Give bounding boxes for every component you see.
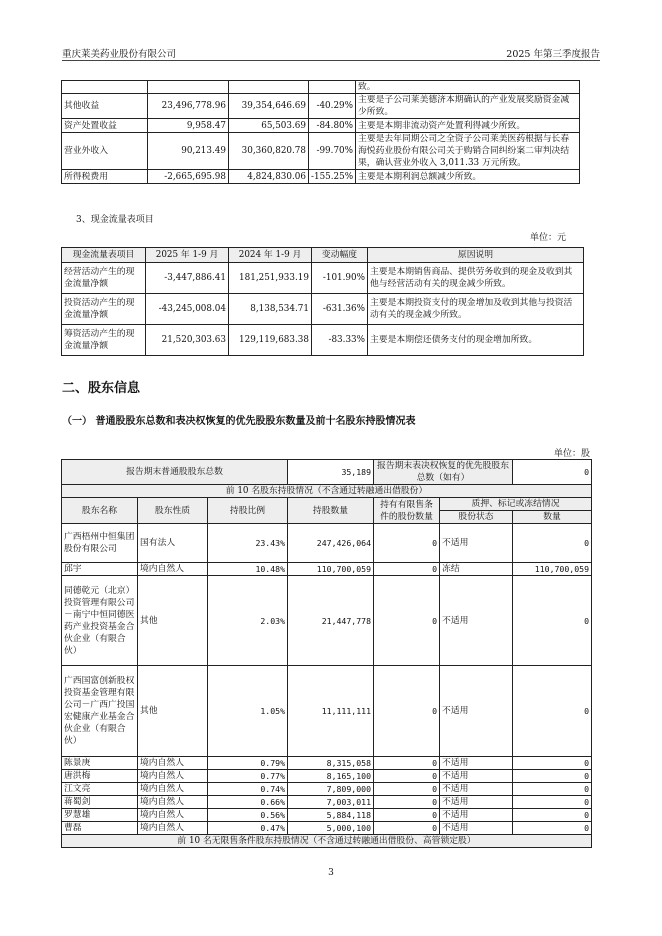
cashflow-reason: 主要是本期投资支付的现金增加及收到其他与投资活动有关的现金减少所致。 [368, 294, 584, 325]
shareholder-restricted: 0 [374, 576, 440, 666]
shareholder-ratio: 23.43% [208, 524, 288, 563]
column-header: 2024 年 1-9 月 [229, 248, 312, 263]
income-change: -99.70% [309, 133, 356, 170]
income-change: -155.25% [309, 170, 356, 184]
cashflow-change: -83.33% [312, 325, 368, 356]
income-item: 营业外收入 [62, 133, 148, 170]
cashflow-section-title: 3、现金流量表项目 [76, 215, 154, 225]
shareholder-nature: 境内自然人 [138, 770, 208, 783]
table-row [62, 325, 584, 356]
pledge-status: 不适用 [440, 809, 513, 822]
table-row [62, 294, 584, 325]
income-reason: 主要是子公司莱美德济本期确认的产业发展奖励资金减少所致。 [356, 94, 580, 119]
shareholder-nature: 其他 [138, 576, 208, 666]
pledge-status: 不适用 [440, 576, 513, 666]
cashflow-current: -3,447,886.41 [146, 263, 229, 294]
shareholder-ratio: 0.77% [208, 770, 288, 783]
pledge-qty: 0 [513, 524, 592, 563]
income-prior [229, 81, 309, 94]
shareholder-nature: 境内自然人 [138, 563, 208, 576]
shareholder-table [61, 459, 592, 848]
shareholder-qty: 5,000,100 [288, 822, 374, 835]
pledge-status: 不适用 [440, 796, 513, 809]
column-header: 持股数量 [288, 498, 374, 524]
shareholder-name: 邱宇 [62, 563, 138, 576]
cashflow-unit: 单位：元 [529, 233, 566, 243]
shareholder-restricted: 0 [374, 524, 440, 563]
section-title-shareholders: 二、股东信息 [62, 381, 141, 396]
shareholder-ratio: 0.47% [208, 822, 288, 835]
table-row [62, 460, 592, 485]
column-header: 2025 年 1-9 月 [146, 248, 229, 263]
income-current: 90,213.49 [148, 133, 229, 170]
table-row [62, 822, 592, 835]
header-company: 重庆莱美药业股份有限公司 [62, 49, 177, 60]
cashflow-item: 投资活动产生的现金流量净额 [62, 294, 146, 325]
table-row [62, 576, 592, 666]
table-row [62, 524, 592, 563]
income-reason: 主要是本期利润总额减少所致。 [356, 170, 580, 184]
income-prior: 39,354,646.69 [229, 94, 309, 119]
shareholder-ratio: 0.74% [208, 783, 288, 796]
table-row [62, 796, 592, 809]
shareholder-name: 广西国富创新股权投资基金管理有限公司－广西广投国宏健康产业基金合伙企业（有限合伙） [62, 666, 138, 757]
shareholder-nature: 境内自然人 [138, 796, 208, 809]
pledge-qty: 0 [513, 822, 592, 835]
shareholder-qty: 8,315,058 [288, 757, 374, 770]
shareholder-name: 陈景庚 [62, 757, 138, 770]
column-header: 股东性质 [138, 498, 208, 524]
pledge-qty: 110,700,059 [513, 563, 592, 576]
table-row [62, 119, 580, 133]
column-header: 变动幅度 [312, 248, 368, 263]
pledge-qty: 0 [513, 796, 592, 809]
table-row [62, 263, 584, 294]
table-row [62, 170, 580, 184]
shareholder-ratio: 1.05% [208, 666, 288, 757]
shareholder-name: 蒋蜀剑 [62, 796, 138, 809]
table-header-row [62, 498, 592, 511]
table-row [62, 666, 592, 757]
shareholder-ratio: 0.56% [208, 809, 288, 822]
table-row [62, 783, 592, 796]
shareholder-qty: 21,447,778 [288, 576, 374, 666]
cashflow-table [61, 247, 584, 356]
income-change: -40.29% [309, 94, 356, 119]
shareholder-nature: 境内自然人 [138, 822, 208, 835]
table-row [62, 770, 592, 783]
income-item: 资产处置收益 [62, 119, 148, 133]
column-header: 股东名称 [62, 498, 138, 524]
table-row [62, 133, 580, 170]
shareholder-ratio: 0.66% [208, 796, 288, 809]
pledge-qty: 0 [513, 757, 592, 770]
pledge-status: 不适用 [440, 666, 513, 757]
income-change: -84.80% [309, 119, 356, 133]
shareholder-name: 同德乾元（北京）投资管理有限公司－南宁中恒同德医药产业投资基金合伙企业（有限合伙） [62, 576, 138, 666]
table-row [62, 81, 580, 94]
cashflow-prior: 8,138,534.71 [229, 294, 312, 325]
income-change [309, 81, 356, 94]
income-reason: 致。 [356, 81, 580, 94]
column-header: 数量 [513, 511, 592, 524]
cashflow-item: 经营活动产生的现金流量净额 [62, 263, 146, 294]
income-item [62, 81, 148, 94]
income-current [148, 81, 229, 94]
shareholder-qty: 8,165,100 [288, 770, 374, 783]
pledge-status: 不适用 [440, 822, 513, 835]
column-header: 持有有限售条件的股份数量 [374, 498, 440, 524]
cashflow-item: 筹资活动产生的现金流量净额 [62, 325, 146, 356]
income-current: 9,958.47 [148, 119, 229, 133]
pledge-qty: 0 [513, 666, 592, 757]
cashflow-reason: 主要是本期偿还债务支付的现金增加所致。 [368, 325, 584, 356]
income-items-table [61, 80, 580, 184]
table-header-row [62, 248, 584, 263]
page-header [62, 46, 600, 61]
pledge-qty: 0 [513, 783, 592, 796]
total-shareholders-label: 报告期末普通股股东总数 [62, 460, 288, 485]
shareholder-qty: 110,700,059 [288, 563, 374, 576]
shareholder-name: 广西梧州中恒集团股份有限公司 [62, 524, 138, 563]
table-row [62, 485, 592, 498]
shareholder-nature: 国有法人 [138, 524, 208, 563]
page-number: 3 [328, 868, 334, 878]
unrestricted-title: 前 10 名无限售条件股东持股情况（不含通过转融通出借股份、高管锁定股） [62, 835, 592, 848]
income-item: 所得税费用 [62, 170, 148, 184]
column-header: 原因说明 [368, 248, 584, 263]
shareholder-ratio: 2.03% [208, 576, 288, 666]
shareholder-qty: 247,426,064 [288, 524, 374, 563]
cashflow-change: -631.36% [312, 294, 368, 325]
pledge-status: 不适用 [440, 524, 513, 563]
cashflow-current: 21,520,303.63 [146, 325, 229, 356]
column-header: 现金流量表项目 [62, 248, 146, 263]
cashflow-reason: 主要是本期销售商品、提供劳务收到的现金及收到其他与经营活动有关的现金减少所致。 [368, 263, 584, 294]
shareholder-qty: 7,003,011 [288, 796, 374, 809]
shareholder-restricted: 0 [374, 783, 440, 796]
preferred-shareholders-value: 0 [513, 460, 592, 485]
shareholder-restricted: 0 [374, 770, 440, 783]
table-row [62, 563, 592, 576]
shareholder-nature: 境内自然人 [138, 809, 208, 822]
shareholder-nature: 境内自然人 [138, 783, 208, 796]
shareholder-name: 唐洪梅 [62, 770, 138, 783]
shareholder-name: 罗慧雄 [62, 809, 138, 822]
total-shareholders-value: 35,189 [288, 460, 374, 485]
table-row [62, 757, 592, 770]
income-reason: 主要是去年同期公司之全资子公司莱美医药根据与长春海悦药业股份有限公司关于购销合同纠纷案二审判决结果，确认营业外收入 3,011.33 万元所致。 [356, 133, 580, 170]
income-reason: 主要是本期非流动资产处置利得减少所致。 [356, 119, 580, 133]
shareholder-restricted: 0 [374, 809, 440, 822]
income-prior: 65,503.69 [229, 119, 309, 133]
shareholder-qty: 5,884,118 [288, 809, 374, 822]
shareholder-unit: 单位：股 [553, 449, 590, 459]
cashflow-prior: 181,251,933.19 [229, 263, 312, 294]
shareholder-qty: 7,809,000 [288, 783, 374, 796]
shareholder-ratio: 10.48% [208, 563, 288, 576]
cashflow-prior: 129,119,683.38 [229, 325, 312, 356]
pledge-status: 不适用 [440, 770, 513, 783]
column-header: 持股比例 [208, 498, 288, 524]
shareholder-name: 曹磊 [62, 822, 138, 835]
shareholder-restricted: 0 [374, 666, 440, 757]
shareholder-nature: 境内自然人 [138, 757, 208, 770]
pledge-status: 不适用 [440, 783, 513, 796]
shareholder-restricted: 0 [374, 796, 440, 809]
income-prior: 30,360,820.78 [229, 133, 309, 170]
shareholder-ratio: 0.79% [208, 757, 288, 770]
table-row [62, 94, 580, 119]
table-row [62, 835, 592, 848]
subsection-title: （一） 普通股股东总数和表决权恢复的优先股股东数量及前十名股东持股情况表 [62, 416, 416, 427]
table-row [62, 809, 592, 822]
cashflow-change: -101.90% [312, 263, 368, 294]
column-header: 股份状态 [440, 511, 513, 524]
top10-title: 前 10 名股东持股情况（不含通过转融通出借股份） [62, 485, 592, 498]
income-item: 其他收益 [62, 94, 148, 119]
shareholder-restricted: 0 [374, 757, 440, 770]
pledge-qty: 0 [513, 770, 592, 783]
shareholder-name: 江文亮 [62, 783, 138, 796]
preferred-shareholders-label: 报告期末表决权恢复的优先股股东总数（如有） [374, 460, 513, 485]
shareholder-nature: 其他 [138, 666, 208, 757]
shareholder-restricted: 0 [374, 563, 440, 576]
income-current: 23,496,778.96 [148, 94, 229, 119]
pledge-status: 不适用 [440, 757, 513, 770]
income-prior: 4,824,830.06 [229, 170, 309, 184]
pledge-qty: 0 [513, 576, 592, 666]
shareholder-qty: 11,111,111 [288, 666, 374, 757]
column-header: 质押、标记或冻结情况 [440, 498, 592, 511]
pledge-qty: 0 [513, 809, 592, 822]
income-current: -2,665,695.98 [148, 170, 229, 184]
shareholder-restricted: 0 [374, 822, 440, 835]
pledge-status: 冻结 [440, 563, 513, 576]
header-report-title: 2025 年第三季度报告 [506, 49, 600, 60]
cashflow-current: -43,245,008.04 [146, 294, 229, 325]
